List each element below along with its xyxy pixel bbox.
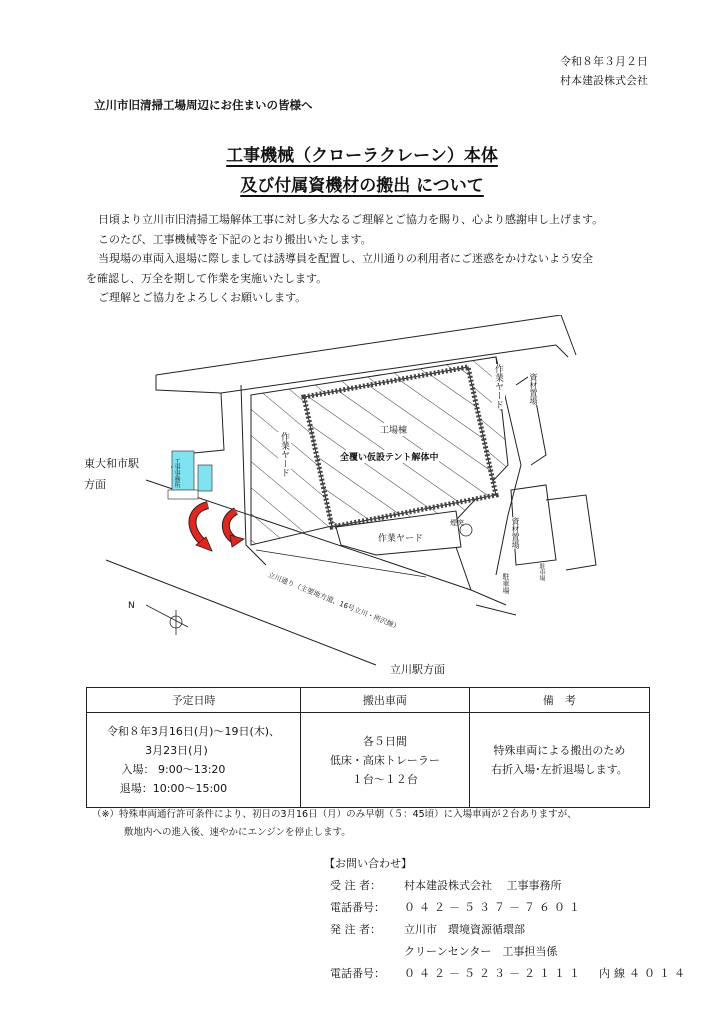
- body-paragraph: 当現場の車両入退場に際しましては誘導員を配置し、立川通りの利用者にご迷惑をかけないよう安全: [98, 252, 593, 265]
- map-label-material-1: 資材置場: [529, 373, 538, 405]
- map-label-yard-left: 作業ヤード: [279, 432, 289, 477]
- north-arrow-icon: [146, 605, 188, 635]
- map-label-road: 立川通り（主要地方道、16号立川・所沢線）: [266, 570, 402, 632]
- contact-row: 発 注 者： 立川市 環境資源循環部: [330, 923, 525, 936]
- contact-row: 電話番号： ０４２－５２３－２１１１ 内線４０１４: [330, 967, 689, 980]
- map-label-material-2: 資材置場: [511, 517, 520, 549]
- body-text: [86, 210, 646, 308]
- table-header: 備 考: [469, 688, 649, 713]
- contact-block: [324, 853, 689, 985]
- remarks-cell: 特殊車両による搬出のため 右折入場･左折退場します。: [469, 713, 649, 808]
- contact-row: 電話番号： ０４２－５３７－７６０１: [330, 901, 584, 914]
- map-label-east-yamato: 東大和市駅: [84, 457, 139, 470]
- body-paragraph: 日頃より立川市旧清掃工場解体工事に対し多大なるご理解とご協力を賜り、心より感謝申し上げます。: [98, 213, 604, 226]
- map-label-yard-bottom: 作業ヤード: [378, 531, 423, 544]
- addressee: 立川市旧清掃工場周辺にお住まいの皆様へ: [94, 98, 313, 112]
- issuer-company: 村本建設株式会社: [560, 74, 648, 87]
- contact-heading: 【お問い合わせ】: [324, 857, 412, 870]
- date-block: [560, 52, 648, 90]
- map-label-east-yamato-direction: 方面: [84, 478, 106, 491]
- map-label-office: 工事事務所: [173, 458, 180, 488]
- issue-date: 令和８年３月２日: [560, 55, 648, 68]
- title-line-1: 工事機械（クローラクレーン）本体: [226, 146, 498, 166]
- body-paragraph: このたび、工事機械等を下記のとおり搬出いたします。: [98, 232, 372, 246]
- body-paragraph: を確認し、万全を期して作業を実施いたします。: [86, 271, 328, 285]
- map-label-factory: 工場棟: [380, 423, 407, 436]
- body-paragraph: ご理解とご協力をよろしくお願いします。: [98, 291, 307, 304]
- map-label-yard-right: 作業ヤード: [493, 364, 503, 409]
- footnote: （※）特殊車両通行許可条件により、初日の3月16日（月）のみ早朝（５：45頃）に入場車両が２台ありますが、 敷地内への進入後、速やかにエンジンを停止します。: [92, 809, 577, 838]
- site-map: [76, 315, 656, 685]
- map-label-parking: 駐車場: [502, 573, 510, 594]
- map-label-tachikawa-station: 立川駅方面: [390, 663, 445, 676]
- vehicle-cell: 各５日間 低床・高床トレーラー １台～１２台: [300, 713, 469, 808]
- map-label-chimney: 煙突: [450, 519, 464, 527]
- table-row: [87, 713, 650, 808]
- schedule-date-cell: 令和８年3月16日(月)～19日(木)、 3月23日(月) 入場： 9:00～13:20 退場：10:00～15:00: [87, 713, 301, 808]
- table-header: 予定日時: [87, 688, 301, 713]
- contact-row: 受 注 者： 村本建設株式会社 工事事務所: [330, 879, 562, 892]
- schedule-table: [86, 687, 650, 808]
- title-line-2: 及び付属資機材の搬出 について: [240, 176, 484, 196]
- table-header: 搬出車両: [300, 688, 469, 713]
- map-label-parking-2: 駐車場: [538, 563, 545, 581]
- contact-row: クリーンセンター 工事担当係: [404, 945, 558, 958]
- map-label-tent: 全覆い仮設テント解体中: [340, 450, 439, 463]
- map-label-north: N: [128, 601, 135, 611]
